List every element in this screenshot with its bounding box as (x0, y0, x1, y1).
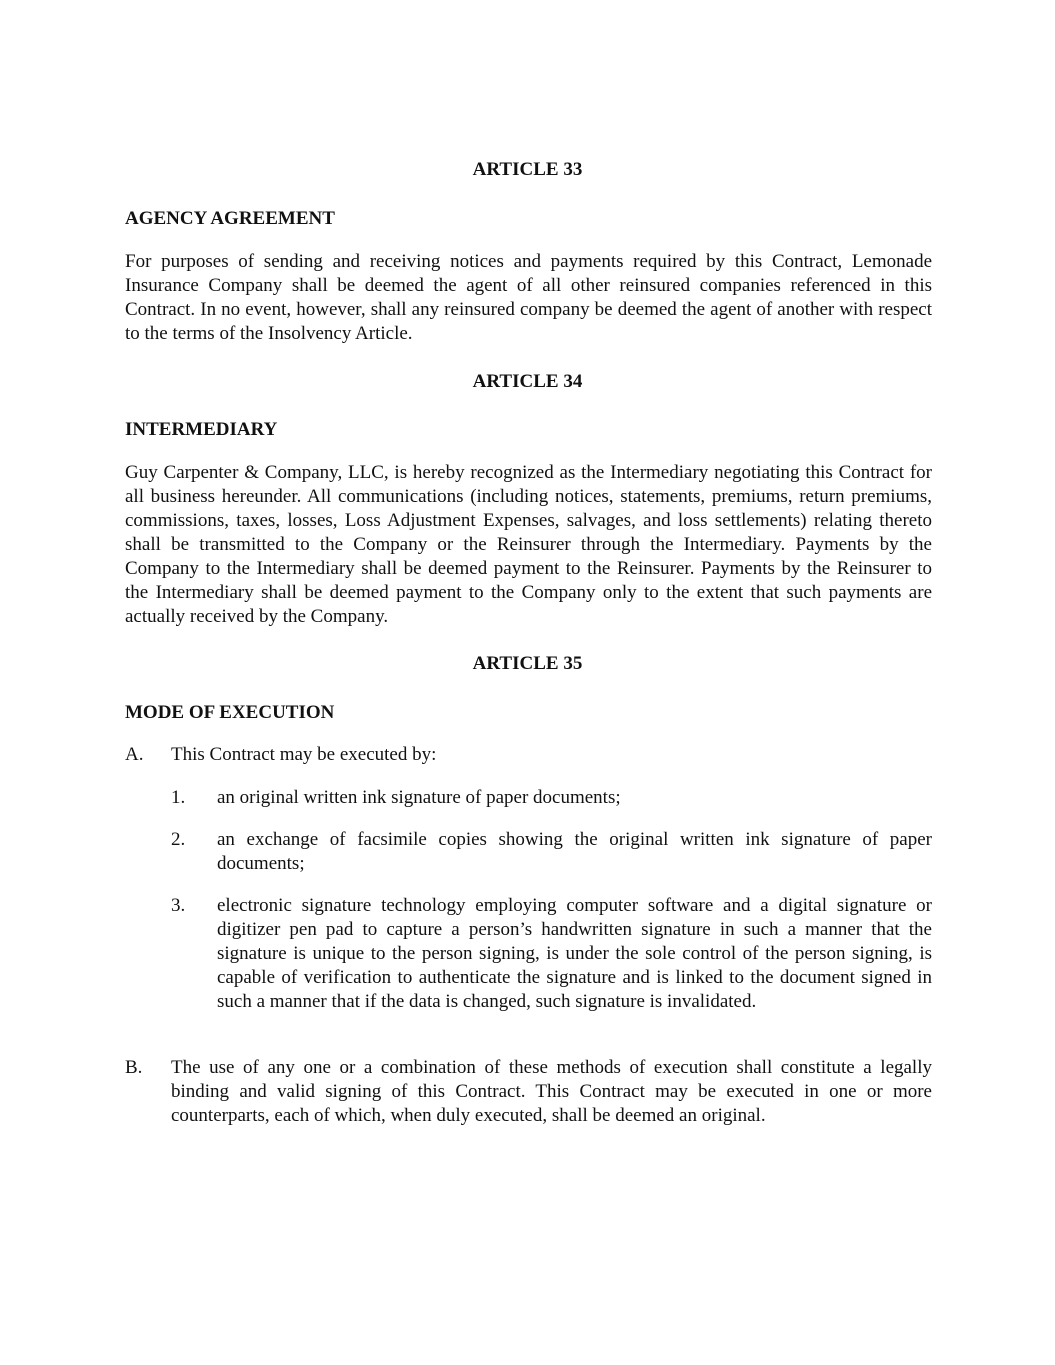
section-a-text: This Contract may be executed by: (171, 744, 437, 765)
section-a-marker: A. (125, 744, 144, 765)
article-33-title: AGENCY AGREEMENT (125, 208, 335, 229)
section-a (125, 743, 932, 767)
article-34-title: INTERMEDIARY (125, 419, 278, 440)
article-35-title: MODE OF EXECUTION (125, 702, 335, 723)
section-b-marker: B. (125, 1057, 143, 1078)
list-item (171, 828, 932, 876)
article-35-number: ARTICLE 35 (472, 653, 583, 674)
article-33-number: ARTICLE 33 (472, 159, 583, 180)
article-33-body: For purposes of sending and receiving notices and payments required by this Contract, Lemonade Insurance Company shall be deemed the agent of all other reinsured companies referenced in this Contract. In no event, however, shall any reinsured company be deemed the agent of another with respect to the terms of the Insolvency Article. (125, 251, 932, 344)
list-item (171, 894, 932, 1038)
list-item-text: an original written ink signature of paper documents; (217, 787, 621, 808)
list-item-text: electronic signature technology employing computer software and a digital signature or digitizer pen pad to capture a person’s handwritten signature in such a manner that the signature is unique to the person signing, is under the sole control of the person signing, is capable of verification to authenticate the signature and is linked to the document signed in such a manner that if the data is changed, such signature is invalidated. (217, 895, 932, 1012)
article-34-body: Guy Carpenter & Company, LLC, is hereby recognized as the Intermediary negotiating this Contract for all business hereunder. All communications (including notices, statements, premiums, return premiums, commissions, taxes, losses, Loss Adjustment Expenses, salvages, and loss settlements) relating thereto shall be transmitted to the Company or the Reinsurer through the Intermediary. Payments by the Company to the Intermediary shall be deemed payment to the Reinsurer. Payments by the Reinsurer to the Intermediary shall be deemed payment to the Company only to the extent that such payments are actually received by the Company. (125, 462, 932, 627)
section-b (125, 1056, 932, 1128)
list-item-marker: 1. (171, 787, 186, 808)
section-b-text: The use of any one or a combination of these methods of execution shall constitute a legally binding and valid signing of this Contract. This Contract may be executed in one or more counterparts, each of which, when duly executed, shall be deemed an original. (171, 1057, 932, 1126)
list-item-text: an exchange of facsimile copies showing the original written ink signature of paper documents; (217, 829, 932, 874)
article-34-number: ARTICLE 34 (472, 371, 583, 392)
list-item-marker: 2. (171, 829, 186, 850)
list-item (171, 786, 932, 810)
list-item-marker: 3. (171, 895, 186, 916)
